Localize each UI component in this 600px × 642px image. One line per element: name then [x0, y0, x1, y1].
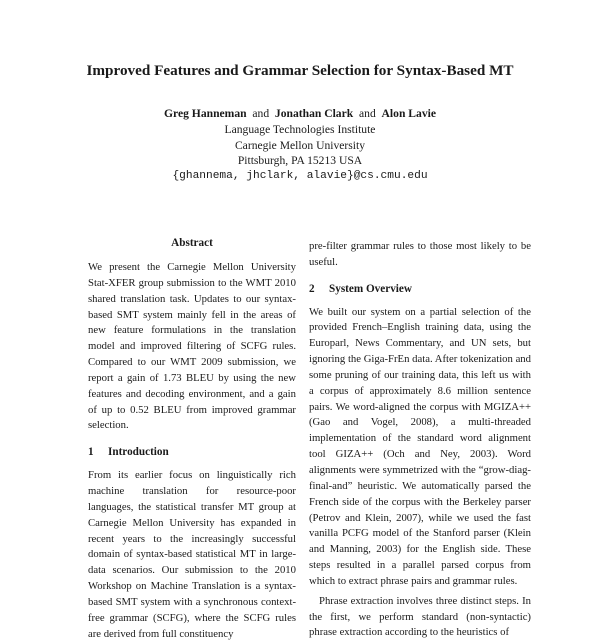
- author-separator: and: [252, 107, 270, 120]
- system-overview-paragraph-1: We built our system on a partial selection of the provided French–English training data, using the Europarl, News Commentary, and UN sets, but ignoring the Giga-FrEn data. After tokenization and some pruning of our training data, this left us with a corpus of approximately 8.6 million sentence pairs. We word-aligned the corpus with MGIZA++ (Gao and Vogel, 2008), a multi-threaded implementation of the standard word alignment tool GIZA++ (Och and Ney, 2003). Word alignments were symmetrized with the “grow-diag-final-and” heuristic. We automatically parsed the French side of the corpus with the Berkeley parser (Petrov and Klein, 2007), while we used the fast vanilla PCFG model of the Stanford parser (Klein and Manning, 2003) for the English side. These steps resulted in a parallel parsed corpus from which to extract phrase pairs and grammar rules.: [309, 305, 531, 587]
- affiliation-university: Carnegie Mellon University: [234, 138, 366, 152]
- author-block: [0, 106, 600, 185]
- author-email: {ghannema, jhclark, alavie}@cs.cmu.edu: [172, 170, 428, 183]
- abstract-text: We present the Carnegie Mellon University Stat-XFER group submission to the WMT 2010 shared translation task. Updates to our syntax-based SMT system mainly fell in the areas of new feature formulations in the translation model and improved filtering of SCFG rules. Compared to our WMT 2009 submission, we report a gain of 1.73 BLEU by using the new features and decoding environment, and a gain of up to 0.52 BLEU from improved grammar selection.: [88, 261, 296, 432]
- section-title: Introduction: [108, 446, 169, 459]
- author-line: [0, 106, 600, 122]
- continuation-text: pre-filter grammar rules to those most likely to be useful.: [309, 240, 531, 268]
- author-separator: and: [359, 107, 376, 120]
- section-number: 2: [309, 282, 315, 295]
- affiliation-institute: Language Technologies Institute: [224, 122, 376, 136]
- left-column: [88, 236, 296, 642]
- section-number: 1: [88, 446, 94, 459]
- section-title: System Overview: [329, 282, 412, 295]
- author-name: Alon Lavie: [381, 107, 436, 120]
- author-name: Greg Hanneman: [164, 107, 247, 120]
- abstract-heading: Abstract: [171, 237, 213, 249]
- introduction-text: From its earlier focus on linguistically rich machine translation for resource-poor languages, the statistical transfer MT group at Carnegie Mellon University has expanded in recent years to the increasingly successful domain of syntax-based statistical MT in large-data scenarios. Our submission to the 2010 Workshop on Machine Translation is a syntax-based SMT system with a synchronous context-free grammar (SCFG), where the SCFG rules are derived from full constituency: [88, 469, 296, 640]
- paper-title: Improved Features and Grammar Selection for Syntax-Based MT: [86, 62, 514, 79]
- right-column: [309, 239, 531, 641]
- affiliation-address: Pittsburgh, PA 15213 USA: [237, 154, 363, 168]
- section-heading-system-overview: [309, 282, 531, 298]
- section-heading-introduction: [88, 445, 296, 461]
- author-name: Jonathan Clark: [274, 107, 354, 120]
- system-overview-paragraph-2: Phrase extraction involves three distinct steps. In the first, we perform standard (non-syntactic) phrase extraction according to the heuristics of: [309, 594, 531, 639]
